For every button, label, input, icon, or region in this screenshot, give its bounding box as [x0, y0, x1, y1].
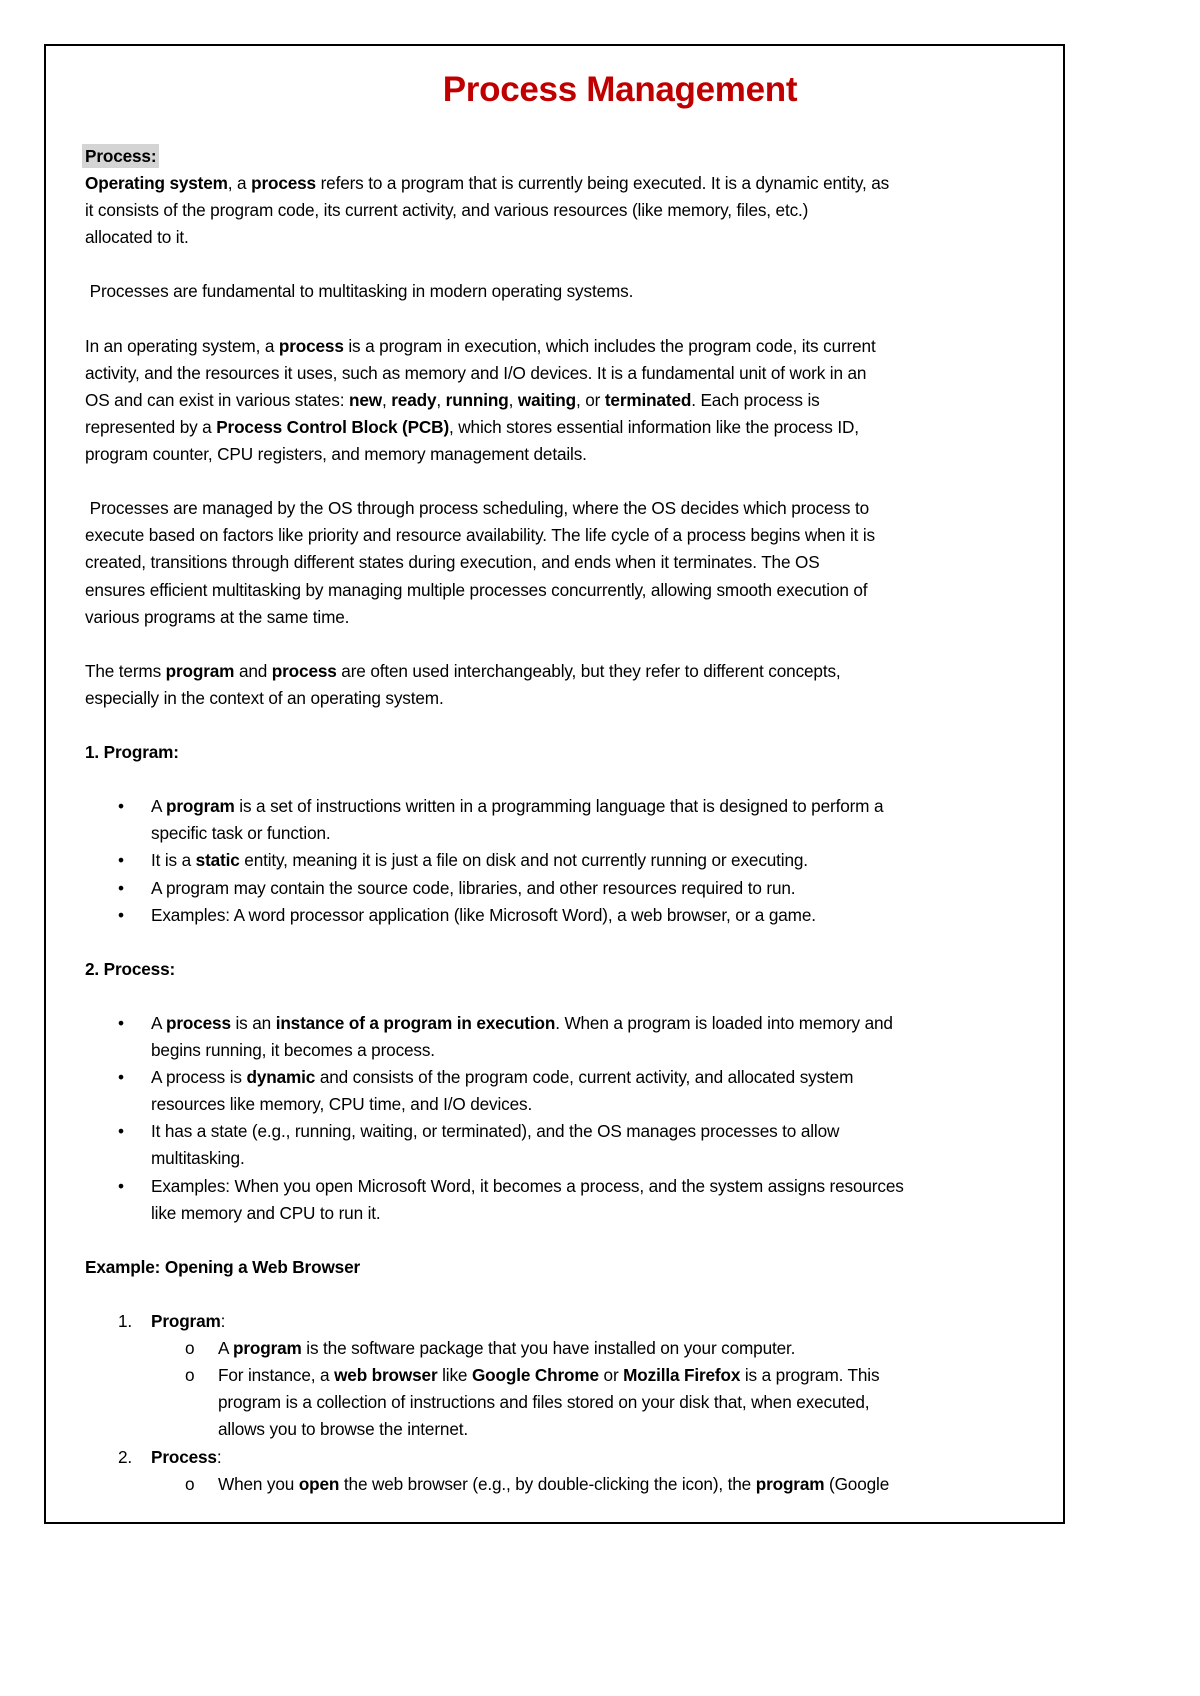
- text-line: [85, 1145, 1085, 1172]
- text-run: like memory and CPU to run it.: [151, 1202, 381, 1223]
- text-run: A process is: [151, 1067, 247, 1088]
- document-title: Process Management: [442, 70, 798, 109]
- blank-line: [85, 468, 1085, 495]
- text-run: represented by a: [85, 416, 217, 437]
- document-body: [85, 143, 1085, 1498]
- paragraph: [85, 658, 1085, 712]
- paragraph: [85, 495, 1085, 630]
- bold-text: process: [166, 1013, 231, 1033]
- sub-bullet-item: [85, 1471, 1085, 1498]
- text-run: ensures efficient multitasking by managing multiple processes concurrently, allowing smooth execution of: [85, 579, 868, 600]
- text-run: execute based on factors like priority and resource availability. The life cycle of a process begins when it is: [85, 525, 875, 546]
- bold-text: Example: Opening a Web Browser: [85, 1256, 361, 1277]
- text-run: is an: [230, 1013, 276, 1033]
- text-line: [85, 495, 1085, 522]
- text-run: ,: [382, 389, 392, 410]
- text-run: It is a: [151, 850, 196, 871]
- bold-text: Process: [151, 1446, 217, 1467]
- blank-line: [85, 306, 1085, 333]
- blank-line: [85, 766, 1085, 793]
- blank-line: [85, 251, 1085, 278]
- text-run: or: [598, 1365, 624, 1386]
- text-run: , a: [227, 173, 252, 194]
- text-run: program is a collection of instructions and files stored on your disk that, when executed,: [218, 1392, 870, 1413]
- text-run: Examples: A word processor application (like Microsoft Word), a web browser, or a game.: [151, 904, 816, 925]
- text-line: [85, 549, 1085, 576]
- text-run: resources like memory, CPU time, and I/O devices.: [151, 1094, 533, 1115]
- text-line: [85, 739, 1085, 766]
- sub-bullet-item: [85, 1362, 1085, 1443]
- bold-text: process: [278, 335, 344, 356]
- bullet-item: [85, 1064, 1085, 1118]
- text-run: allows you to browse the internet.: [218, 1419, 468, 1440]
- bullet-marker: •: [118, 1121, 124, 1142]
- text-run: the web browser (e.g., by double-clicking the icon), the: [339, 1473, 756, 1494]
- text-run: Processes are managed by the OS through process scheduling, where the OS decides which process to: [85, 498, 869, 519]
- text-line: [85, 1091, 1085, 1118]
- bold-text: Operating system: [85, 173, 228, 194]
- text-line: [85, 278, 1085, 305]
- bullet-marker: •: [118, 1013, 124, 1033]
- text-run: The terms: [85, 660, 166, 681]
- text-line: [85, 414, 1085, 441]
- text-run: entity, meaning it is just a file on disk and not currently running or executing.: [239, 850, 808, 871]
- text-run: begins running, it becomes a process.: [151, 1040, 435, 1061]
- bold-text: process: [251, 173, 316, 194]
- text-run: :: [216, 1446, 222, 1467]
- paragraph: [85, 278, 1085, 305]
- bold-text: program: [166, 796, 235, 817]
- section-heading: [85, 143, 1085, 170]
- text-run: :: [220, 1311, 226, 1332]
- bullet-item: [85, 847, 1085, 874]
- text-line: [85, 333, 1085, 360]
- bold-text: terminated: [604, 389, 692, 410]
- bold-text: process: [271, 660, 337, 681]
- bullet-item: [85, 1010, 1085, 1064]
- bold-text: new: [349, 389, 382, 410]
- paragraph: [85, 739, 1085, 766]
- text-line: [85, 875, 1085, 902]
- text-line: [85, 1064, 1085, 1091]
- blank-line: [85, 631, 1085, 658]
- text-run: multitasking.: [151, 1148, 245, 1169]
- bold-text: instance of a program in execution: [275, 1013, 556, 1033]
- bullet-marker: •: [118, 850, 124, 871]
- text-line: [85, 1389, 1085, 1416]
- text-run: A: [151, 1013, 166, 1033]
- text-line: [85, 1471, 1085, 1498]
- text-line: [85, 685, 1085, 712]
- text-line: [85, 224, 1085, 251]
- text-line: [85, 522, 1085, 549]
- text-line: [85, 902, 1085, 929]
- paragraph: [85, 170, 1085, 251]
- text-run: program counter, CPU registers, and memory management details.: [85, 444, 587, 465]
- text-run: OS and can exist in various states:: [85, 389, 350, 410]
- bullet-item: [85, 875, 1085, 902]
- bullet-marker: •: [118, 904, 124, 925]
- text-line: [85, 143, 1085, 170]
- text-run: it consists of the program code, its current activity, and various resources (like memory, files, etc.): [85, 200, 809, 221]
- text-run: various programs at the same time.: [85, 606, 350, 627]
- blank-line: [85, 929, 1085, 956]
- text-run: (Google: [824, 1473, 890, 1494]
- paragraph: [85, 956, 1085, 983]
- text-line: [85, 441, 1085, 468]
- text-run: . When a program is loaded into memory and: [555, 1013, 893, 1033]
- text-line: [85, 577, 1085, 604]
- bold-text: waiting: [517, 389, 576, 410]
- text-line: [85, 1362, 1085, 1389]
- text-line: [85, 1118, 1085, 1145]
- bold-text: Mozilla Firefox: [623, 1365, 741, 1386]
- text-run: is the software package that you have installed on your computer.: [301, 1338, 796, 1359]
- text-line: [85, 1335, 1085, 1362]
- bullet-marker: •: [118, 877, 124, 898]
- bold-text: Program: [151, 1311, 221, 1332]
- text-run: is a program. This: [740, 1365, 880, 1386]
- text-run: A: [151, 796, 166, 817]
- text-line: [85, 360, 1085, 387]
- list-number: 1.: [118, 1311, 133, 1332]
- bold-text: ready: [391, 389, 437, 410]
- text-run: Processes are fundamental to multitasking in modern operating systems.: [85, 281, 634, 302]
- text-run: ,: [436, 389, 446, 410]
- text-line: [85, 1200, 1085, 1227]
- text-run: allocated to it.: [85, 227, 189, 248]
- bullet-marker: o: [185, 1473, 195, 1494]
- text-line: [85, 1037, 1085, 1064]
- bold-text: static: [195, 850, 240, 871]
- bullet-item: [85, 1173, 1085, 1227]
- text-line: [85, 170, 1085, 197]
- blank-line: [85, 1227, 1085, 1254]
- text-line: [85, 604, 1085, 631]
- bullet-marker: o: [185, 1365, 195, 1386]
- text-run: , or: [576, 389, 605, 410]
- sub-bullet-item: [85, 1335, 1085, 1362]
- blank-line: [85, 1281, 1085, 1308]
- text-run: , which stores essential information like the process ID,: [449, 416, 859, 437]
- bold-text: web browser: [334, 1365, 438, 1386]
- bullet-marker: •: [118, 1175, 124, 1196]
- bullet-item: [85, 902, 1085, 929]
- bold-text: Process Control Block (PCB): [216, 416, 450, 437]
- text-run: For instance, a: [218, 1365, 335, 1386]
- text-run: specific task or function.: [151, 823, 331, 844]
- blank-line: [85, 983, 1085, 1010]
- bold-text: 1. Program:: [85, 742, 179, 763]
- text-run: It has a state (e.g., running, waiting, or terminated), and the OS manages processes to allow: [151, 1121, 840, 1142]
- blank-line: [85, 712, 1085, 739]
- text-run: like: [437, 1365, 472, 1386]
- numbered-item: [85, 1444, 1085, 1471]
- text-run: is a program in execution, which includes the program code, its current: [343, 335, 876, 356]
- text-line: [85, 197, 1085, 224]
- bullet-marker: o: [185, 1338, 195, 1359]
- text-run: refers to a program that is currently being executed. It is a dynamic entity, as: [315, 173, 890, 194]
- text-run: activity, and the resources it uses, such as memory and I/O devices. It is a fundamental unit of work in an: [85, 362, 867, 383]
- text-run: created, transitions through different states during execution, and ends when it terminates. The OS: [85, 552, 820, 573]
- bold-text: Google Chrome: [471, 1365, 599, 1386]
- text-run: ,: [508, 389, 518, 410]
- text-run: . Each process is: [691, 389, 820, 410]
- bold-text: dynamic: [246, 1067, 316, 1088]
- text-run: A: [218, 1338, 233, 1359]
- text-run: is a set of instructions written in a programming language that is designed to perform a: [234, 796, 884, 817]
- text-line: [85, 956, 1085, 983]
- text-line: [85, 658, 1085, 685]
- text-run: especially in the context of an operating system.: [85, 687, 444, 708]
- text-line: [85, 1444, 1085, 1471]
- paragraph: [85, 1254, 1085, 1281]
- bullet-item: [85, 793, 1085, 847]
- paragraph: [85, 333, 1085, 468]
- bullet-marker: •: [118, 796, 124, 817]
- text-run: and consists of the program code, current activity, and allocated system: [315, 1067, 854, 1088]
- text-line: [85, 387, 1085, 414]
- text-run: In an operating system, a: [85, 335, 279, 356]
- bold-text: program: [233, 1338, 302, 1359]
- bullet-marker: •: [118, 1067, 124, 1088]
- text-line: [85, 847, 1085, 874]
- text-line: [85, 1010, 1085, 1037]
- bullet-item: [85, 1118, 1085, 1172]
- text-line: [85, 1173, 1085, 1200]
- bold-text: Process:: [82, 144, 159, 168]
- text-run: When you: [218, 1473, 299, 1494]
- bold-text: open: [298, 1473, 340, 1494]
- text-run: and: [234, 660, 272, 681]
- text-line: [85, 1254, 1085, 1281]
- list-number: 2.: [118, 1446, 133, 1467]
- bold-text: 2. Process:: [85, 958, 176, 979]
- bold-text: running: [445, 389, 509, 410]
- text-line: [85, 793, 1085, 820]
- text-run: Examples: When you open Microsoft Word, it becomes a process, and the system assigns resources: [151, 1175, 904, 1196]
- numbered-item: [85, 1308, 1085, 1335]
- text-run: A program may contain the source code, libraries, and other resources required to run.: [151, 877, 796, 898]
- bold-text: program: [165, 660, 235, 681]
- text-line: [85, 820, 1085, 847]
- text-line: [85, 1416, 1085, 1443]
- bold-text: program: [755, 1473, 825, 1494]
- text-run: are often used interchangeably, but they refer to different concepts,: [336, 660, 841, 681]
- text-line: [85, 1308, 1085, 1335]
